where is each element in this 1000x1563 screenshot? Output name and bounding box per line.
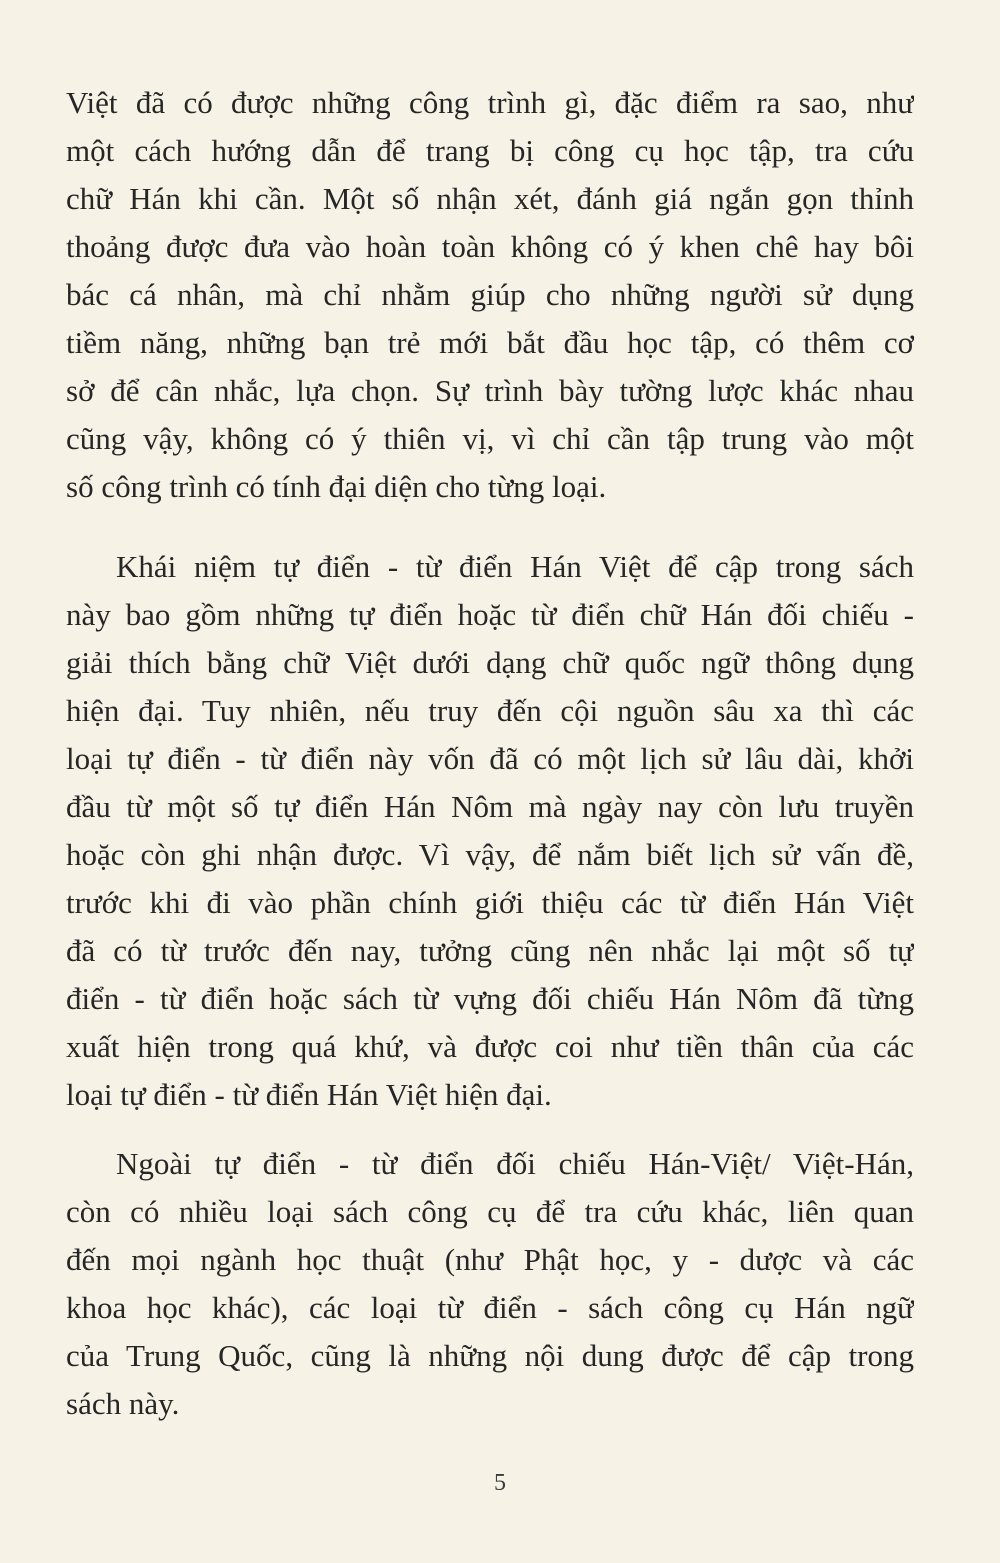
text-line: sở để cân nhắc, lựa chọn. Sự trình bày tường lược khác nhau: [66, 373, 914, 408]
text-line: một cách hướng dẫn để trang bị công cụ học tập, tra cứu: [66, 133, 914, 168]
text-line: thoảng được đưa vào hoàn toàn không có ý khen chê hay bôi: [66, 229, 914, 264]
paragraph-2: [66, 543, 914, 1119]
text-line: giải thích bằng chữ Việt dưới dạng chữ quốc ngữ thông dụng: [66, 645, 914, 680]
text-line: tiềm năng, những bạn trẻ mới bắt đầu học tập, có thêm cơ: [66, 325, 914, 360]
text-line: điển - từ điển hoặc sách từ vựng đối chiếu Hán Nôm đã từng: [66, 981, 914, 1016]
text-line: khoa học khác), các loại từ điển - sách công cụ Hán ngữ: [66, 1290, 914, 1325]
text-line: Việt đã có được những công trình gì, đặc điểm ra sao, như: [66, 85, 914, 120]
text-line: cũng vậy, không có ý thiên vị, vì chỉ cần tập trung vào một: [66, 421, 914, 456]
text-line: đầu từ một số tự điển Hán Nôm mà ngày nay còn lưu truyền: [66, 789, 914, 824]
text-line: loại tự điển - từ điển Hán Việt hiện đại.: [66, 1077, 552, 1112]
text-line: đã có từ trước đến nay, tưởng cũng nên nhắc lại một số tự: [66, 933, 914, 968]
text-line: đến mọi ngành học thuật (như Phật học, y - dược và các: [66, 1242, 914, 1277]
text-line: chữ Hán khi cần. Một số nhận xét, đánh giá ngắn gọn thỉnh: [66, 181, 914, 216]
text-line: Khái niệm tự điển - từ điển Hán Việt để cập trong sách: [116, 549, 914, 584]
paragraph-3: [66, 1140, 914, 1428]
paragraph-1: [66, 79, 914, 511]
text-line: này bao gồm những tự điển hoặc từ điển chữ Hán đối chiếu -: [66, 597, 914, 632]
text-line: sách này.: [66, 1386, 180, 1421]
text-line: của Trung Quốc, cũng là những nội dung được để cập trong: [66, 1338, 914, 1373]
text-line: hiện đại. Tuy nhiên, nếu truy đến cội nguồn sâu xa thì các: [66, 693, 914, 728]
text-line: số công trình có tính đại diện cho từng loại.: [66, 469, 607, 504]
page-number: 5: [494, 1470, 506, 1496]
text-line: xuất hiện trong quá khứ, và được coi như tiền thân của các: [66, 1029, 914, 1064]
text-line: hoặc còn ghi nhận được. Vì vậy, để nắm biết lịch sử vấn đề,: [66, 837, 914, 872]
text-line: loại tự điển - từ điển này vốn đã có một lịch sử lâu dài, khởi: [66, 741, 914, 776]
text-line: bác cá nhân, mà chỉ nhằm giúp cho những người sử dụng: [66, 277, 914, 312]
text-line: Ngoài tự điển - từ điển đối chiếu Hán-Việt/ Việt-Hán,: [116, 1146, 914, 1181]
text-line: trước khi đi vào phần chính giới thiệu các từ điển Hán Việt: [66, 885, 914, 920]
text-line: còn có nhiều loại sách công cụ để tra cứu khác, liên quan: [66, 1194, 914, 1229]
